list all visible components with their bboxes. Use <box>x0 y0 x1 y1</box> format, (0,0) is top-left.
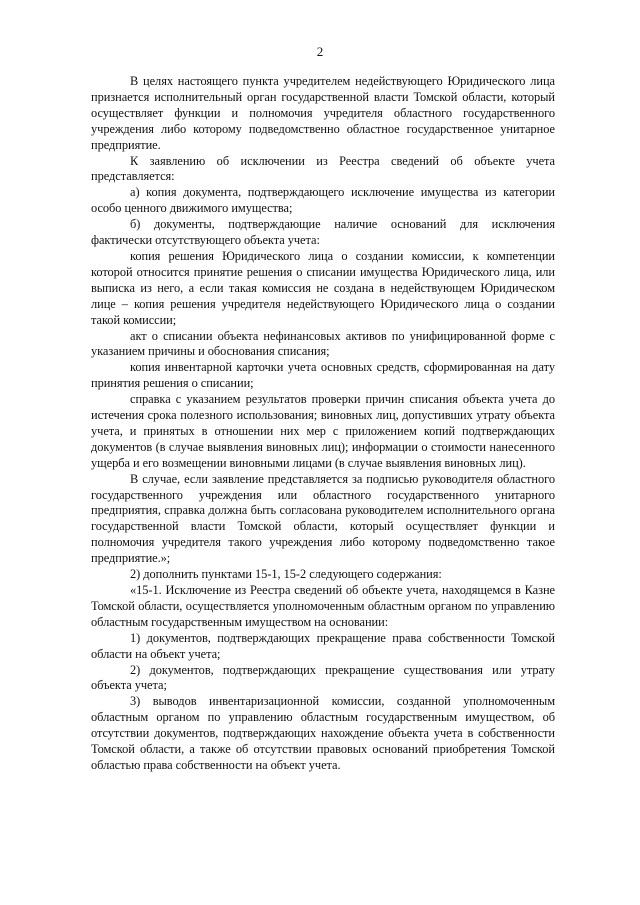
paragraph: копия решения Юридического лица о создании комиссии, к компетенции которой относится принятие решения о списании имущества Юридического лица, или выписка из него, а если такая комиссия не создана в недействующем Юридическом лице – копия решения учредителя недействующего Юридического лица о создании такой комиссии; <box>91 248 555 327</box>
paragraph: К заявлению об исключении из Реестра сведений об объекте учета представляется: <box>91 153 555 184</box>
paragraph: 2) документов, подтверждающих прекращение существования или утрату объекта учета; <box>91 662 555 693</box>
paragraph: 3) выводов инвентаризационной комиссии, созданной уполномоченным областным органом по управлению областным государственным имуществом, об отсутствии документов, подтверждающих нахождение объекта учета в собственности Томской области, а также об отсутствии правовых оснований приобретения Томской областью права собственности на объект учета. <box>91 694 555 772</box>
paragraph: В случае, если заявление представляется за подписью руководителя областного государственного учреждения или областного государственного унитарного предприятия, справка должна быть согласована руководителем исполнительного органа государственной власти Томской области, который осуществляет функции и полномочия учредителя такого учреждения либо которому подведомственно такое предприятие.»; <box>91 471 555 566</box>
paragraph: справка с указанием результатов проверки причин списания объекта учета до истечения срока полезного использования; виновных лиц, допустивших утрату объекта учета, и принятых в отношении них мер с приложением копий подтверждающих документов (в случае выявления виновных лиц); информации о стоимости нанесенного ущерба и его возмещении виновными лицами (в случае выявления виновных лиц). <box>91 392 555 470</box>
paragraph: акт о списании объекта нефинансовых активов по унифицированной форме с указанием причины и обоснования списания; <box>91 328 555 359</box>
paragraph: 2) дополнить пунктами 15-1, 15-2 следующего содержания: <box>130 567 442 582</box>
paragraph: В целях настоящего пункта учредителем недействующего Юридического лица признается исполнительный орган государственной власти Томской области, который осуществляет функции и полномочия учредителя областного государственного учреждения либо которому подведомственно областное государственное унитарное предприятие. <box>91 74 555 152</box>
paragraph: копия инвентарной карточки учета основных средств, сформированная на дату принятия решения о списании; <box>91 360 555 391</box>
paragraph: «15-1. Исключение из Реестра сведений об объекте учета, находящемся в Казне Томской области, осуществляется уполномоченным областным органом по управлению областным государственным имуществом на основании: <box>91 583 555 629</box>
page-number: 2 <box>316 44 324 59</box>
paragraph: а) копия документа, подтверждающего исключение имущества из категории особо ценного движимого имущества; <box>91 185 555 216</box>
paragraph: б) документы, подтверждающие наличие оснований для исключения фактически отсутствующего объекта учета: <box>91 217 555 248</box>
document-body <box>91 74 555 774</box>
paragraph: 1) документов, подтверждающих прекращение права собственности Томской области на объект учета; <box>91 630 555 661</box>
